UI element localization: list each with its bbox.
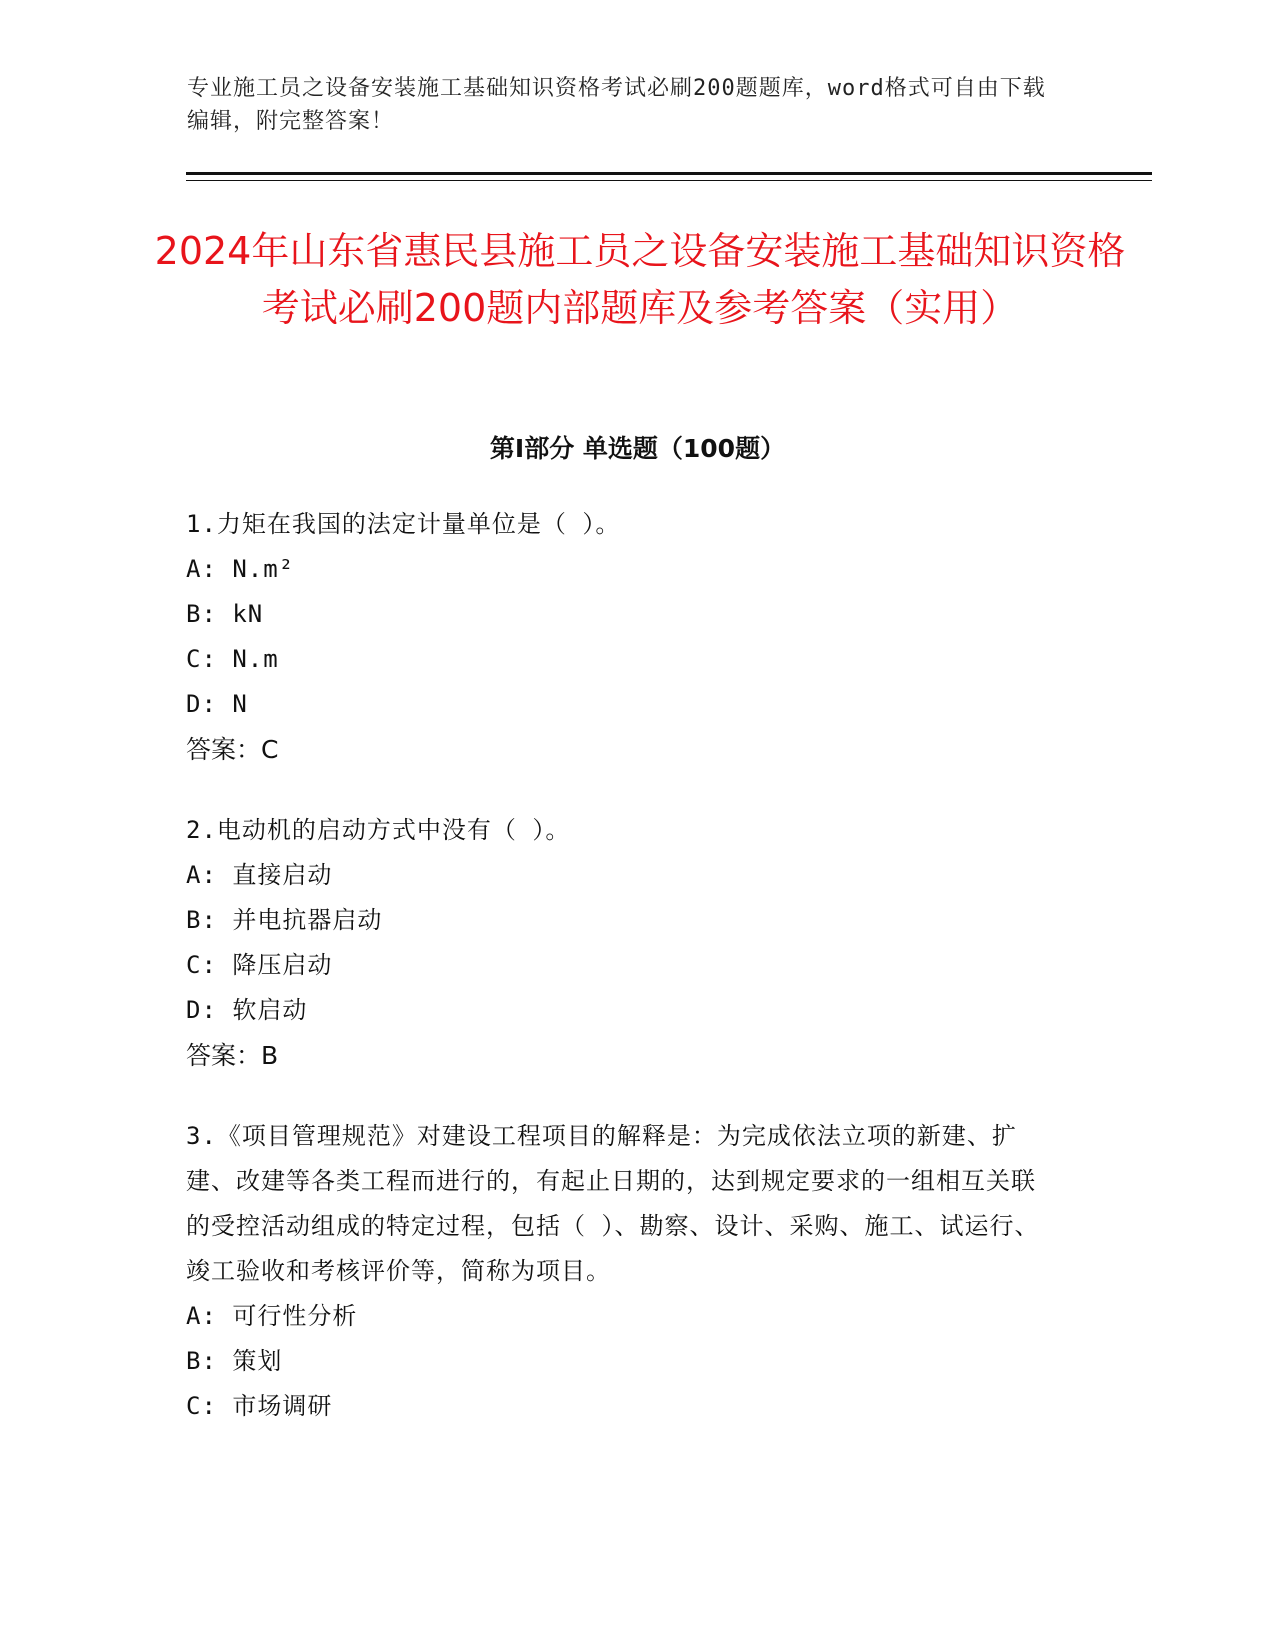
question-1 — [186, 502, 1056, 772]
option-c: C: 市场调研 — [186, 1392, 333, 1420]
option-b: B: 策划 — [186, 1347, 283, 1375]
answer-label: 答案： — [186, 1041, 262, 1070]
option-d: D: 软启动 — [186, 996, 308, 1024]
option-b: B: kN — [186, 600, 264, 628]
question-3 — [186, 1114, 1056, 1429]
question-2 — [186, 808, 1056, 1078]
question-stem: 1.力矩在我国的法定计量单位是（ ）。 — [186, 510, 621, 538]
option-a: A: 直接启动 — [186, 861, 333, 889]
section-heading: 第I部分 单选题（100题） — [489, 434, 786, 463]
option-a: A: N.m² — [186, 555, 295, 583]
option-c: C: 降压启动 — [186, 951, 333, 979]
answer-value: C — [261, 735, 279, 764]
header-note: 专业施工员之设备安装施工基础知识资格考试必刷200题题库，word格式可自由下载编辑，附完整答案！ — [187, 76, 1046, 134]
question-stem: 2.电动机的启动方式中没有（ ）。 — [186, 816, 571, 844]
answer-label: 答案： — [186, 735, 262, 764]
option-d: D: N — [186, 690, 248, 718]
header-rule-thin — [186, 180, 1152, 181]
option-c: C: N.m — [186, 645, 279, 673]
document-title: 2024年山东省惠民县施工员之设备安装施工基础知识资格考试必刷200题内部题库及参考答案（实用） — [154, 229, 1126, 330]
answer-line — [186, 1033, 1056, 1078]
header-rule-thick — [186, 172, 1152, 175]
option-b: B: 并电抗器启动 — [186, 906, 383, 934]
question-stem: 3.《项目管理规范》对建设工程项目的解释是：为完成依法立项的新建、扩建、改建等各类工程而进行的，有起止日期的，达到规定要求的一组相互关联的受控活动组成的特定过程，包括（ ）、勘察、设计、采购、施工、试运行、竣工验收和考核评价等，简称为项目。 — [186, 1122, 1040, 1285]
option-a: A: 可行性分析 — [186, 1302, 358, 1330]
answer-value: B — [261, 1041, 279, 1070]
answer-line — [186, 727, 1056, 772]
